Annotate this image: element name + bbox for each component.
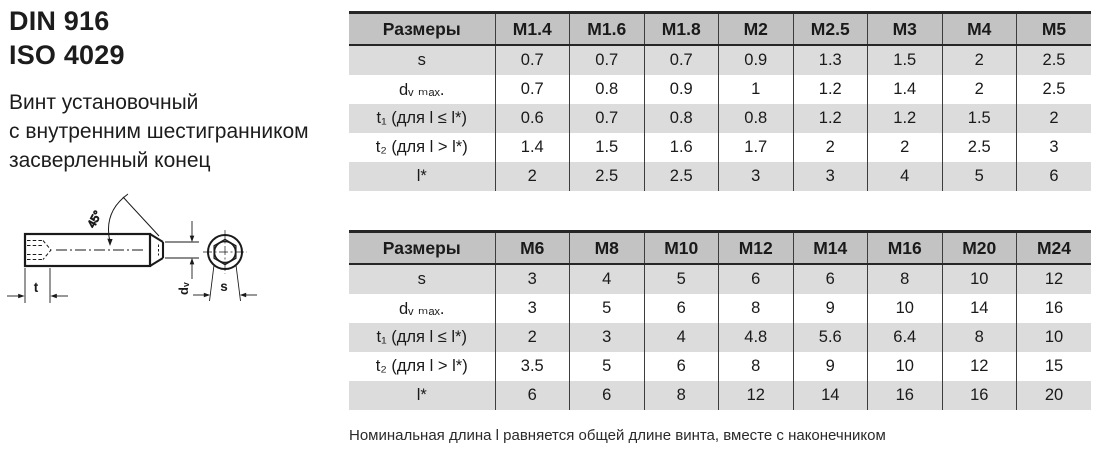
row-label: t₁ (для l ≤ l*) [376, 109, 467, 127]
table-cell: 2.5 [942, 133, 1017, 162]
row-label: t₂ (для l > l*) [375, 138, 468, 156]
table-cell: 3 [495, 264, 570, 294]
table-row-t1 [349, 323, 1091, 352]
table-row-t1 [349, 104, 1091, 133]
s-label: s [220, 279, 228, 294]
standard-din: DIN 916 [9, 6, 110, 36]
table-cell: 6 [719, 264, 794, 294]
row-label: t₁ (для l ≤ l*) [376, 328, 467, 346]
angle-label: 45° [85, 209, 105, 231]
table-cell: 6 [570, 381, 645, 410]
table-cell: 1.5 [942, 104, 1017, 133]
header-cell: M14 [793, 232, 868, 265]
header-cell: M1.4 [495, 13, 570, 46]
dimension-dv [165, 221, 199, 295]
table-cell: 4.8 [719, 323, 794, 352]
table-cell: 1.2 [793, 75, 868, 104]
table-cell: 1.5 [570, 133, 645, 162]
header-cell: M12 [719, 232, 794, 265]
description-line-3: засверленный конец [9, 149, 211, 172]
table-cell: 2.5 [1017, 75, 1092, 104]
dv-arrow-up [190, 258, 195, 264]
table-cell: 16 [942, 381, 1017, 410]
table-cell: 3 [719, 162, 794, 191]
header-cell: M3 [868, 13, 943, 46]
chamfer-top [150, 234, 163, 242]
table-cell: 8 [719, 352, 794, 381]
table-cell: 2 [1017, 104, 1092, 133]
table-cell: 4 [570, 264, 645, 294]
table-cell: 15 [1017, 352, 1092, 381]
table-cell: 2 [495, 323, 570, 352]
table-cell: 1.4 [495, 133, 570, 162]
table-cell: 2 [868, 133, 943, 162]
screw-side-view [25, 234, 163, 266]
header-cell-sizes: Размеры [349, 13, 495, 46]
description-line-1: Винт установочный [9, 91, 199, 114]
table-cell: 1.3 [793, 45, 868, 75]
chamfer-bottom [150, 258, 163, 266]
table-cell: 10 [868, 352, 943, 381]
table-cell: 16 [1017, 294, 1092, 323]
t-arrow-right [18, 294, 24, 299]
table-cell: 0.7 [495, 75, 570, 104]
table-cell: 3 [1017, 133, 1092, 162]
table-cell: 10 [1017, 323, 1092, 352]
table-cell: 12 [942, 352, 1017, 381]
header-cell: M24 [1017, 232, 1092, 265]
header-cell: M5 [1017, 13, 1092, 46]
table-cell: 0.8 [570, 75, 645, 104]
spec-table-small-sizes [349, 11, 1091, 191]
dv-label: dᵥ [176, 282, 191, 295]
table-row-l [349, 162, 1091, 191]
row-label: l* [416, 386, 427, 404]
table-cell: 8 [942, 323, 1017, 352]
table-cell: 6 [1017, 162, 1092, 191]
table-cell: 16 [868, 381, 943, 410]
table-cell: 0.8 [644, 104, 719, 133]
table-row-t2 [349, 352, 1091, 381]
table-cell: 5 [570, 352, 645, 381]
table-row-t2 [349, 133, 1091, 162]
table-cell: 6 [793, 264, 868, 294]
row-label: s [417, 51, 426, 69]
header-cell: M1.6 [570, 13, 645, 46]
table-cell: 12 [719, 381, 794, 410]
row-label: t₂ (для l > l*) [375, 357, 468, 375]
table-cell: 3.5 [495, 352, 570, 381]
table-cell: 2.5 [1017, 45, 1092, 75]
table-cell: 0.7 [570, 45, 645, 75]
t-arrow-left [50, 294, 56, 299]
header-cell: M16 [868, 232, 943, 265]
table-cell: 6 [644, 352, 719, 381]
table-cell: 0.7 [644, 45, 719, 75]
s-arrow-left [240, 293, 246, 298]
row-label: dᵥ ₘₐₓ. [399, 80, 445, 99]
table-cell: 1.5 [868, 45, 943, 75]
angle-leader-line [123, 197, 159, 236]
header-cell: M6 [495, 232, 570, 265]
header-cell: M10 [644, 232, 719, 265]
table-cell: 6 [644, 294, 719, 323]
table-row-l [349, 381, 1091, 410]
table-cell: 6.4 [868, 323, 943, 352]
table-row-dv [349, 75, 1091, 104]
table-cell: 0.9 [719, 45, 794, 75]
title-block [9, 4, 309, 175]
table-cell: 1.7 [719, 133, 794, 162]
screw-end-view [203, 230, 247, 274]
spec-table-large-sizes [349, 230, 1091, 410]
header-cell: M4 [942, 13, 1017, 46]
description-line-2: с внутренним шестигранником [9, 120, 309, 143]
table-cell: 2 [793, 133, 868, 162]
table-cell: 14 [793, 381, 868, 410]
header-cell: M2.5 [793, 13, 868, 46]
row-label: s [417, 270, 426, 288]
table-header-row [349, 232, 1091, 265]
table-cell: 8 [868, 264, 943, 294]
table-cell: 1.4 [868, 75, 943, 104]
technical-drawing [2, 185, 342, 335]
table-cell: 1.6 [644, 133, 719, 162]
table-cell: 2.5 [644, 162, 719, 191]
table-cell: 2 [942, 45, 1017, 75]
dimension-t [7, 268, 68, 303]
row-label: dᵥ ₘₐₓ. [399, 299, 445, 318]
table-cell: 1 [719, 75, 794, 104]
header-cell: M8 [570, 232, 645, 265]
table-cell: 6 [495, 381, 570, 410]
table-row-dv [349, 294, 1091, 323]
standard-iso: ISO 4029 [9, 40, 125, 70]
s-arrow-right [204, 293, 210, 298]
table-cell: 8 [644, 381, 719, 410]
table-cell: 1.2 [868, 104, 943, 133]
t-label: t [33, 280, 39, 295]
header-cell: M2 [719, 13, 794, 46]
table-row-s [349, 264, 1091, 294]
table-cell: 0.7 [570, 104, 645, 133]
table-cell: 3 [495, 294, 570, 323]
table-cell: 2 [495, 162, 570, 191]
table-cell: 10 [942, 264, 1017, 294]
row-label: l* [416, 167, 427, 185]
table-cell: 4 [644, 323, 719, 352]
table-cell: 0.6 [495, 104, 570, 133]
screw-body-outline [25, 234, 150, 266]
table-cell: 0.9 [644, 75, 719, 104]
table-cell: 5 [942, 162, 1017, 191]
table-cell: 2 [942, 75, 1017, 104]
table-cell: 8 [719, 294, 794, 323]
table-header-row [349, 13, 1091, 46]
dv-arrow-down [190, 236, 195, 242]
table-cell: 5.6 [793, 323, 868, 352]
table-cell: 4 [868, 162, 943, 191]
header-cell: M20 [942, 232, 1017, 265]
table-cell: 3 [793, 162, 868, 191]
table-cell: 9 [793, 352, 868, 381]
table-cell: 5 [644, 264, 719, 294]
table-cell: 20 [1017, 381, 1092, 410]
table-cell: 14 [942, 294, 1017, 323]
description [9, 88, 309, 175]
table-cell: 0.7 [495, 45, 570, 75]
footnote: Номинальная длина l равняется общей длине винта, вместе с наконечником [349, 427, 886, 444]
table-cell: 10 [868, 294, 943, 323]
header-cell-sizes: Размеры [349, 232, 495, 265]
table-row-s [349, 45, 1091, 75]
table-cell: 9 [793, 294, 868, 323]
table-cell: 3 [570, 323, 645, 352]
table-cell: 2.5 [570, 162, 645, 191]
table-cell: 1.2 [793, 104, 868, 133]
header-cell: M1.8 [644, 13, 719, 46]
table-cell: 12 [1017, 264, 1092, 294]
table-cell: 0.8 [719, 104, 794, 133]
table-cell: 5 [570, 294, 645, 323]
